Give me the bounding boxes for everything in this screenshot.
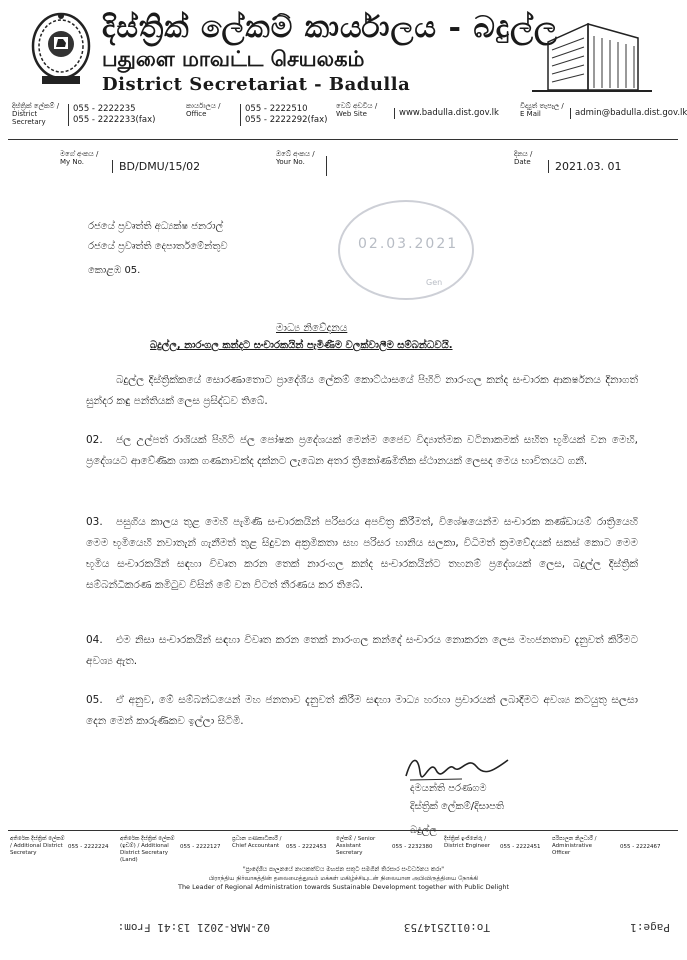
notice-subject: බදුල්ල, නාරංගල කන්දට සංචාරකයින් පැමිණීම වලක්වාලීම සම්බන්ධවයි. xyxy=(150,340,453,351)
office-phone: 055 - 2222510 055 - 2222292(fax) xyxy=(240,104,327,126)
paragraph-5-number: 05. xyxy=(86,694,103,706)
footer-contact-value-5: 055 - 2222451 xyxy=(500,844,541,850)
footer-contact-value-2: 055 - 2222127 xyxy=(180,844,221,850)
date-label: දිනය / Date xyxy=(514,150,533,166)
stamp-sub: Gen xyxy=(426,278,443,287)
header-contact-row xyxy=(10,96,687,136)
district-secretary-phone: 055 - 2222235 055 - 2222233(fax) xyxy=(68,104,155,126)
footer-contact-value-6: 055 - 2222467 xyxy=(620,844,661,850)
notice-title: මාධ්‍ය නිවේදනය xyxy=(276,322,348,334)
paragraph-3: පසුගිය කාලය තුළ මෙහි පැමිණි සංචාරකයින් පරිසරය අපවිත්‍ර කිරීමත්, විශේෂයෙන්ම සංචාරක කණ්ඩායම් රාත්‍රියෙහි මෙම භූමියෙහි නවාතැන් ගැනීමත් තුළ සිදුවන අක්‍රමිකතා සහ පරිසර හානිය සලකා, විධිමත් ක්‍රමවේදයක් සකස් කොට මෙම භූමිය සංචාරකයින් සඳහා විවෘත කරන තෙක් නාරංගල කන්ද සංචාරකයින්ට තහනම් ප්‍රදේශයක් ලෙස, බදුල්ල දිස්ත්‍රික් සම්බන්ධීකරණ කමිටුව විසින් මේ වන විටත් තීරණය කර තිබේ. xyxy=(86,516,638,591)
fax-page: Page:1 xyxy=(630,921,670,934)
email-link[interactable]: admin@badulla.dist.gov.lk xyxy=(570,108,687,119)
recipient-line-1: රජයේ ප්‍රවෘත්ති අධ්‍යක්ෂ ජනරාල් xyxy=(88,221,224,232)
footer-contact-label-5: දිස්ත්‍රික් ඉංජිනේරු / District Engineer xyxy=(444,836,490,849)
footer-motto-english: The Leader of Regional Administration towards Sustainable Development together with Public Delight xyxy=(177,883,510,891)
your-no-label: ඔබේ අංකය / Your No. xyxy=(276,150,315,166)
footer-contact-value-3: 055 - 2222453 xyxy=(286,844,327,850)
recipient-line-2: රජයේ ප්‍රවෘත්ති දෙපාර්තමේන්තුව xyxy=(88,241,228,252)
paragraph-4-number: 04. xyxy=(86,634,103,646)
footer-contact-label-6: පරිපාලන නිලධාරී / Administrative Officer xyxy=(552,836,597,856)
footer-contact-label-2: අතිරේක දිස්ත්‍රික් ලේකම් (ඉඩම්) / Additional District Secretary (Land) xyxy=(120,836,175,863)
recipient-line-3: කොළඹ 05. xyxy=(88,265,141,276)
footer-contact-row xyxy=(10,834,678,862)
received-stamp xyxy=(338,200,474,300)
footer-motto-tamil: பிராந்திய நிர்வாகத்தின் தலைமைத்துவம் மக்கள் மகிழ்ச்சியுடன் நிலையான அபிவிருத்தியை நோக்கி xyxy=(208,875,479,882)
signatory-name: දමයන්ති පරණගම xyxy=(410,783,487,794)
footer-contact-value-4: 055 - 2232380 xyxy=(392,844,433,850)
footer-contact-label-4: ලේකම් / Senior Assistant Secretary xyxy=(336,836,376,856)
footer-divider xyxy=(8,830,678,831)
signatory-title: දිස්ත්‍රික් ලේකම්/දිසාපති xyxy=(410,801,504,812)
footer-motto-sinhala: "ප්‍රාදේශීය පාලනයේ නායකත්වය මහජන සතුට සමගින් තිරසාර සංවර්ධනය කරා" xyxy=(242,866,445,873)
footer-contact-label-1: අතිරේක දිස්ත්‍රික් ලේකම් / Additional District Secretary xyxy=(10,836,65,856)
my-no-label: මගේ අංකය / My No. xyxy=(60,150,99,166)
fax-header-line xyxy=(20,918,670,934)
header-divider xyxy=(8,139,678,140)
fax-from: 02-MAR-2021 13:41 From: xyxy=(117,921,270,934)
fax-to: To:0112514753 xyxy=(403,921,490,934)
office-label: කාර්යාලය / Office xyxy=(186,102,221,118)
paragraph-5: ඒ අනුව, මේ සම්බන්ධයෙන් මහ ජනතාව දැනුවත් කිරීම සඳහා මාධ්‍ය හරහා ප්‍රචාරයක් ලබාදීමට අවශ්‍ය කටයුතු සලසා දෙන මෙන් කාරුණිකව ඉල්ලා සිටිමි. xyxy=(86,694,638,727)
paragraph-2-number: 02. xyxy=(86,434,103,446)
title-sinhala: දිස්ත්‍රික් ලේකම් කාර්යාලය - බදුල්ල xyxy=(102,10,558,45)
my-no-value: BD/DMU/15/02 xyxy=(112,160,200,173)
building-illustration-icon xyxy=(528,12,656,94)
your-no-value xyxy=(326,156,477,176)
paragraph-2: ජල උල්පත් රාශියක් පිහිටි ජල පෝෂක ප්‍රදේශයක් මෙන්ම ජෛව විද්‍යාත්මක වටිනාකමක් සහිත භූමියක් වන මෙහි, ප්‍රදේශයට ආවේණික ශාක ගණනාවක්ද දක්නට ලැබෙන අතර ත්‍රිකෝණමිතික ස්ථානයක් ලෙසද මෙය භාවිතයට ගනී. xyxy=(86,434,638,467)
date-value: 2021.03. 01 xyxy=(548,160,621,173)
sri-lanka-emblem-icon xyxy=(30,10,92,90)
website-label: වෙබ් අඩවිය / Web Site xyxy=(336,102,378,118)
paragraph-3-number: 03. xyxy=(86,516,103,528)
paragraph-1: බදුල්ල දිස්ත්‍රික්කයේ සොරණාතොට ප්‍රාදේශීය ලේකම් කොට්ඨාසයේ පිහිටි නාරංගල කන්ද සංචාරක ආකර්ෂනය දිනාගත් සුන්දර කඳු පන්තියක් ලෙස ප්‍රසිද්ධව තිබේ. xyxy=(86,374,638,407)
footer-contact-value-1: 055 - 2222224 xyxy=(68,844,109,850)
paragraph-4: එම නිසා සංචාරකයින් සඳහා විවෘත කරන තෙක් නාරංගල කන්දේ සංචාරය නොකරන ලෙස මහජනතාව දැනුවත් කිරීමට අවශ්‍ය ඇත. xyxy=(86,634,638,667)
district-secretary-label: දිස්ත්‍රික් ලේකම් / District Secretary xyxy=(12,102,60,126)
stamp-date: 02.03.2021 xyxy=(358,236,459,252)
title-english: District Secretariat - Badulla xyxy=(102,74,411,95)
title-tamil: பதுளை மாவட்ட செயலகம் xyxy=(102,46,365,71)
footer-contact-label-3: ප්‍රධාන ගණකාධිකාරී / Chief Accountant xyxy=(232,836,282,849)
handwritten-signature-icon xyxy=(402,752,512,782)
website-link[interactable]: www.badulla.dist.gov.lk xyxy=(394,108,499,119)
email-label: විද්‍යුත් තැපෑල / E Mail xyxy=(520,102,564,118)
